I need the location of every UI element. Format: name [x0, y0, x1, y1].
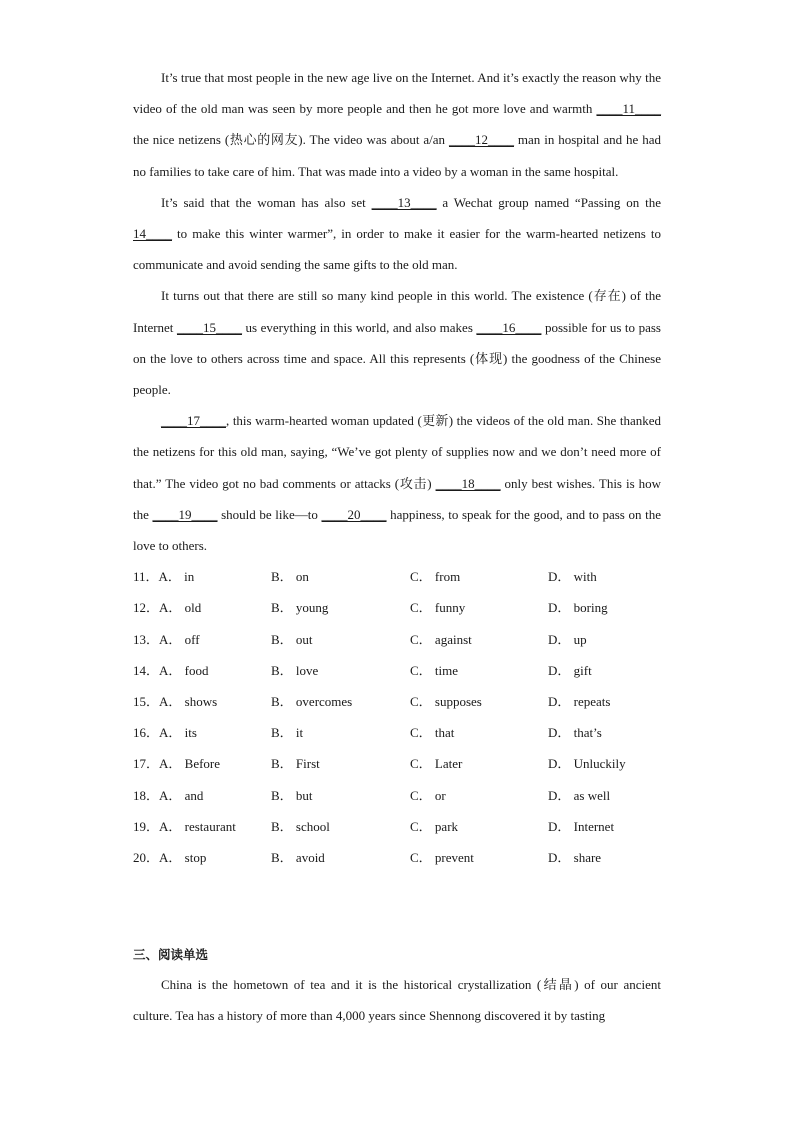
- passage-text: to make this winter warmer”, in order to make it easier for the warm-hearted netizens to communicate and avoid sending the same gifts to the old man.: [133, 226, 661, 273]
- option-a: [133, 748, 271, 779]
- option-b: B． overcomes: [271, 694, 353, 709]
- option-a: [133, 842, 271, 873]
- option-row: [133, 592, 661, 623]
- option-d: D． Unluckily: [548, 756, 626, 772]
- option-c: C． time: [410, 662, 459, 678]
- question-number: 12．: [133, 600, 160, 616]
- option-c: C． from: [410, 569, 461, 585]
- option-b: B． love: [271, 662, 319, 678]
- answer-blank: 14____: [133, 226, 172, 242]
- option-a-text: A． in: [158, 569, 195, 585]
- option-b: B． avoid: [271, 849, 325, 865]
- option-c: C． park: [410, 818, 459, 834]
- passage-text: only best wishes. This is how the: [133, 475, 661, 522]
- passage-text: possible for us to pass on the love to others across time and space. All this represents (体现) the goodness of the Chinese people.: [133, 319, 661, 398]
- answer-blank: ____16____: [476, 319, 542, 335]
- option-row: [133, 624, 661, 655]
- question-number: 14．: [133, 662, 160, 678]
- passage-paragraph: [133, 62, 661, 187]
- section-title: 三、阅读单选: [133, 947, 209, 963]
- answer-blank: ____20____: [321, 506, 387, 522]
- passage-text: the nice netizens (热心的网友). The video was about a/an: [133, 132, 449, 148]
- option-a: [133, 561, 271, 592]
- option-a-text: A． stop: [159, 849, 207, 865]
- option-a: [133, 717, 271, 748]
- option-d: D． share: [548, 849, 602, 865]
- question-number: 17．: [133, 756, 160, 772]
- option-a: [133, 780, 271, 811]
- answer-blank: ____11____: [596, 101, 661, 117]
- passage-text: It turns out that there are still so many kind people in this world. The existence (存在) of the Internet: [133, 288, 661, 335]
- option-c: C． or: [410, 787, 446, 803]
- question-number: 18．: [133, 787, 160, 803]
- question-number: 11．: [133, 569, 159, 585]
- option-b: B． on: [271, 569, 309, 585]
- passage-text: a Wechat group named “Passing on the: [436, 194, 661, 210]
- passage-paragraph: [133, 405, 661, 561]
- option-a-text: A． restaurant: [159, 818, 236, 834]
- answer-blank: ____19____: [152, 506, 218, 522]
- option-d: D． Internet: [548, 818, 615, 834]
- option-b: B． school: [271, 818, 330, 834]
- passage-paragraph: [133, 280, 661, 405]
- reading-passage-text: China is the hometown of tea and it is the historical crystallization (结晶) of our ancient culture. Tea has a history of more than 4,000 years since Shennong discovered it by tasting: [133, 977, 661, 1024]
- option-d: D． up: [548, 631, 587, 647]
- answer-blank: ____12____: [448, 132, 514, 148]
- option-d: D． with: [548, 569, 597, 585]
- option-a-text: A． old: [159, 600, 202, 616]
- option-c: C． prevent: [410, 849, 474, 865]
- option-c: C． funny: [410, 600, 466, 616]
- question-number: 16．: [133, 725, 160, 741]
- passage-text: happiness, to speak for the good, and to pass on the love to others.: [133, 506, 661, 554]
- option-row: [133, 748, 661, 779]
- passage-text: should be like—to: [217, 506, 322, 522]
- option-row: [133, 842, 661, 873]
- option-a-text: A． off: [159, 631, 200, 647]
- cloze-passage: [133, 62, 661, 561]
- option-row: [133, 655, 661, 686]
- option-a: [133, 655, 271, 686]
- passage-text: , this warm-hearted woman updated (更新) the videos of the old man. She thanked the netizens for this old man, saying, “We’ve got plenty of supplies now and we don’t need more of that.” The video got no bad comments or attacks (攻击): [133, 413, 661, 491]
- option-b: B． First: [271, 756, 320, 772]
- passage-text: It’s true that most people in the new age live on the Internet. And it’s exactly the reason why the video of the old man was seen by more people and then he got more love and warmth: [133, 70, 661, 117]
- option-d: D． that’s: [548, 725, 602, 741]
- option-b: B． young: [271, 600, 329, 616]
- option-d: D． gift: [548, 662, 592, 678]
- question-number: 15．: [133, 694, 160, 709]
- option-a: [133, 811, 271, 842]
- passage-paragraph: [133, 187, 661, 281]
- option-row: [133, 811, 661, 842]
- option-d: D． boring: [548, 600, 608, 616]
- passage-text: It’s said that the woman has also set: [161, 194, 372, 210]
- passage-text: us everything in this world, and also makes: [241, 319, 477, 335]
- option-c: C． Later: [410, 756, 463, 772]
- option-a-text: A． and: [159, 787, 204, 803]
- option-row: [133, 780, 661, 811]
- option-d: D． repeats: [548, 694, 611, 709]
- option-d: D． as well: [548, 787, 611, 803]
- document-page: [133, 62, 661, 1032]
- option-a-text: A． shows: [159, 694, 218, 709]
- passage-text: man in hospital and he had no families to take care of him. That was made into a video by a woman in the same hospital.: [133, 132, 661, 179]
- answer-blank: ____17____: [161, 413, 226, 429]
- question-number: 13．: [133, 631, 160, 647]
- answer-blank: ____15____: [176, 319, 242, 335]
- option-b: B． but: [271, 787, 313, 803]
- option-a: [133, 624, 271, 655]
- option-row: [133, 717, 661, 748]
- option-a: [133, 686, 271, 717]
- option-c: C． that: [410, 725, 455, 741]
- question-number: 20．: [133, 849, 160, 865]
- option-c: C． against: [410, 631, 472, 647]
- option-b: B． out: [271, 631, 313, 647]
- option-b: B． it: [271, 725, 304, 741]
- option-a-text: A． food: [159, 662, 209, 678]
- option-a-text: A． its: [159, 725, 197, 741]
- reading-passage-paragraph: [133, 969, 661, 1031]
- option-a: [133, 592, 271, 623]
- option-c: C． supposes: [410, 694, 482, 709]
- answer-blank: ____13____: [371, 194, 437, 210]
- answer-blank: ____18____: [435, 475, 501, 491]
- question-number: 19．: [133, 818, 160, 834]
- option-a-text: A． Before: [159, 756, 221, 772]
- answer-options: [133, 561, 661, 873]
- option-row: [133, 561, 661, 592]
- option-row: [133, 686, 661, 717]
